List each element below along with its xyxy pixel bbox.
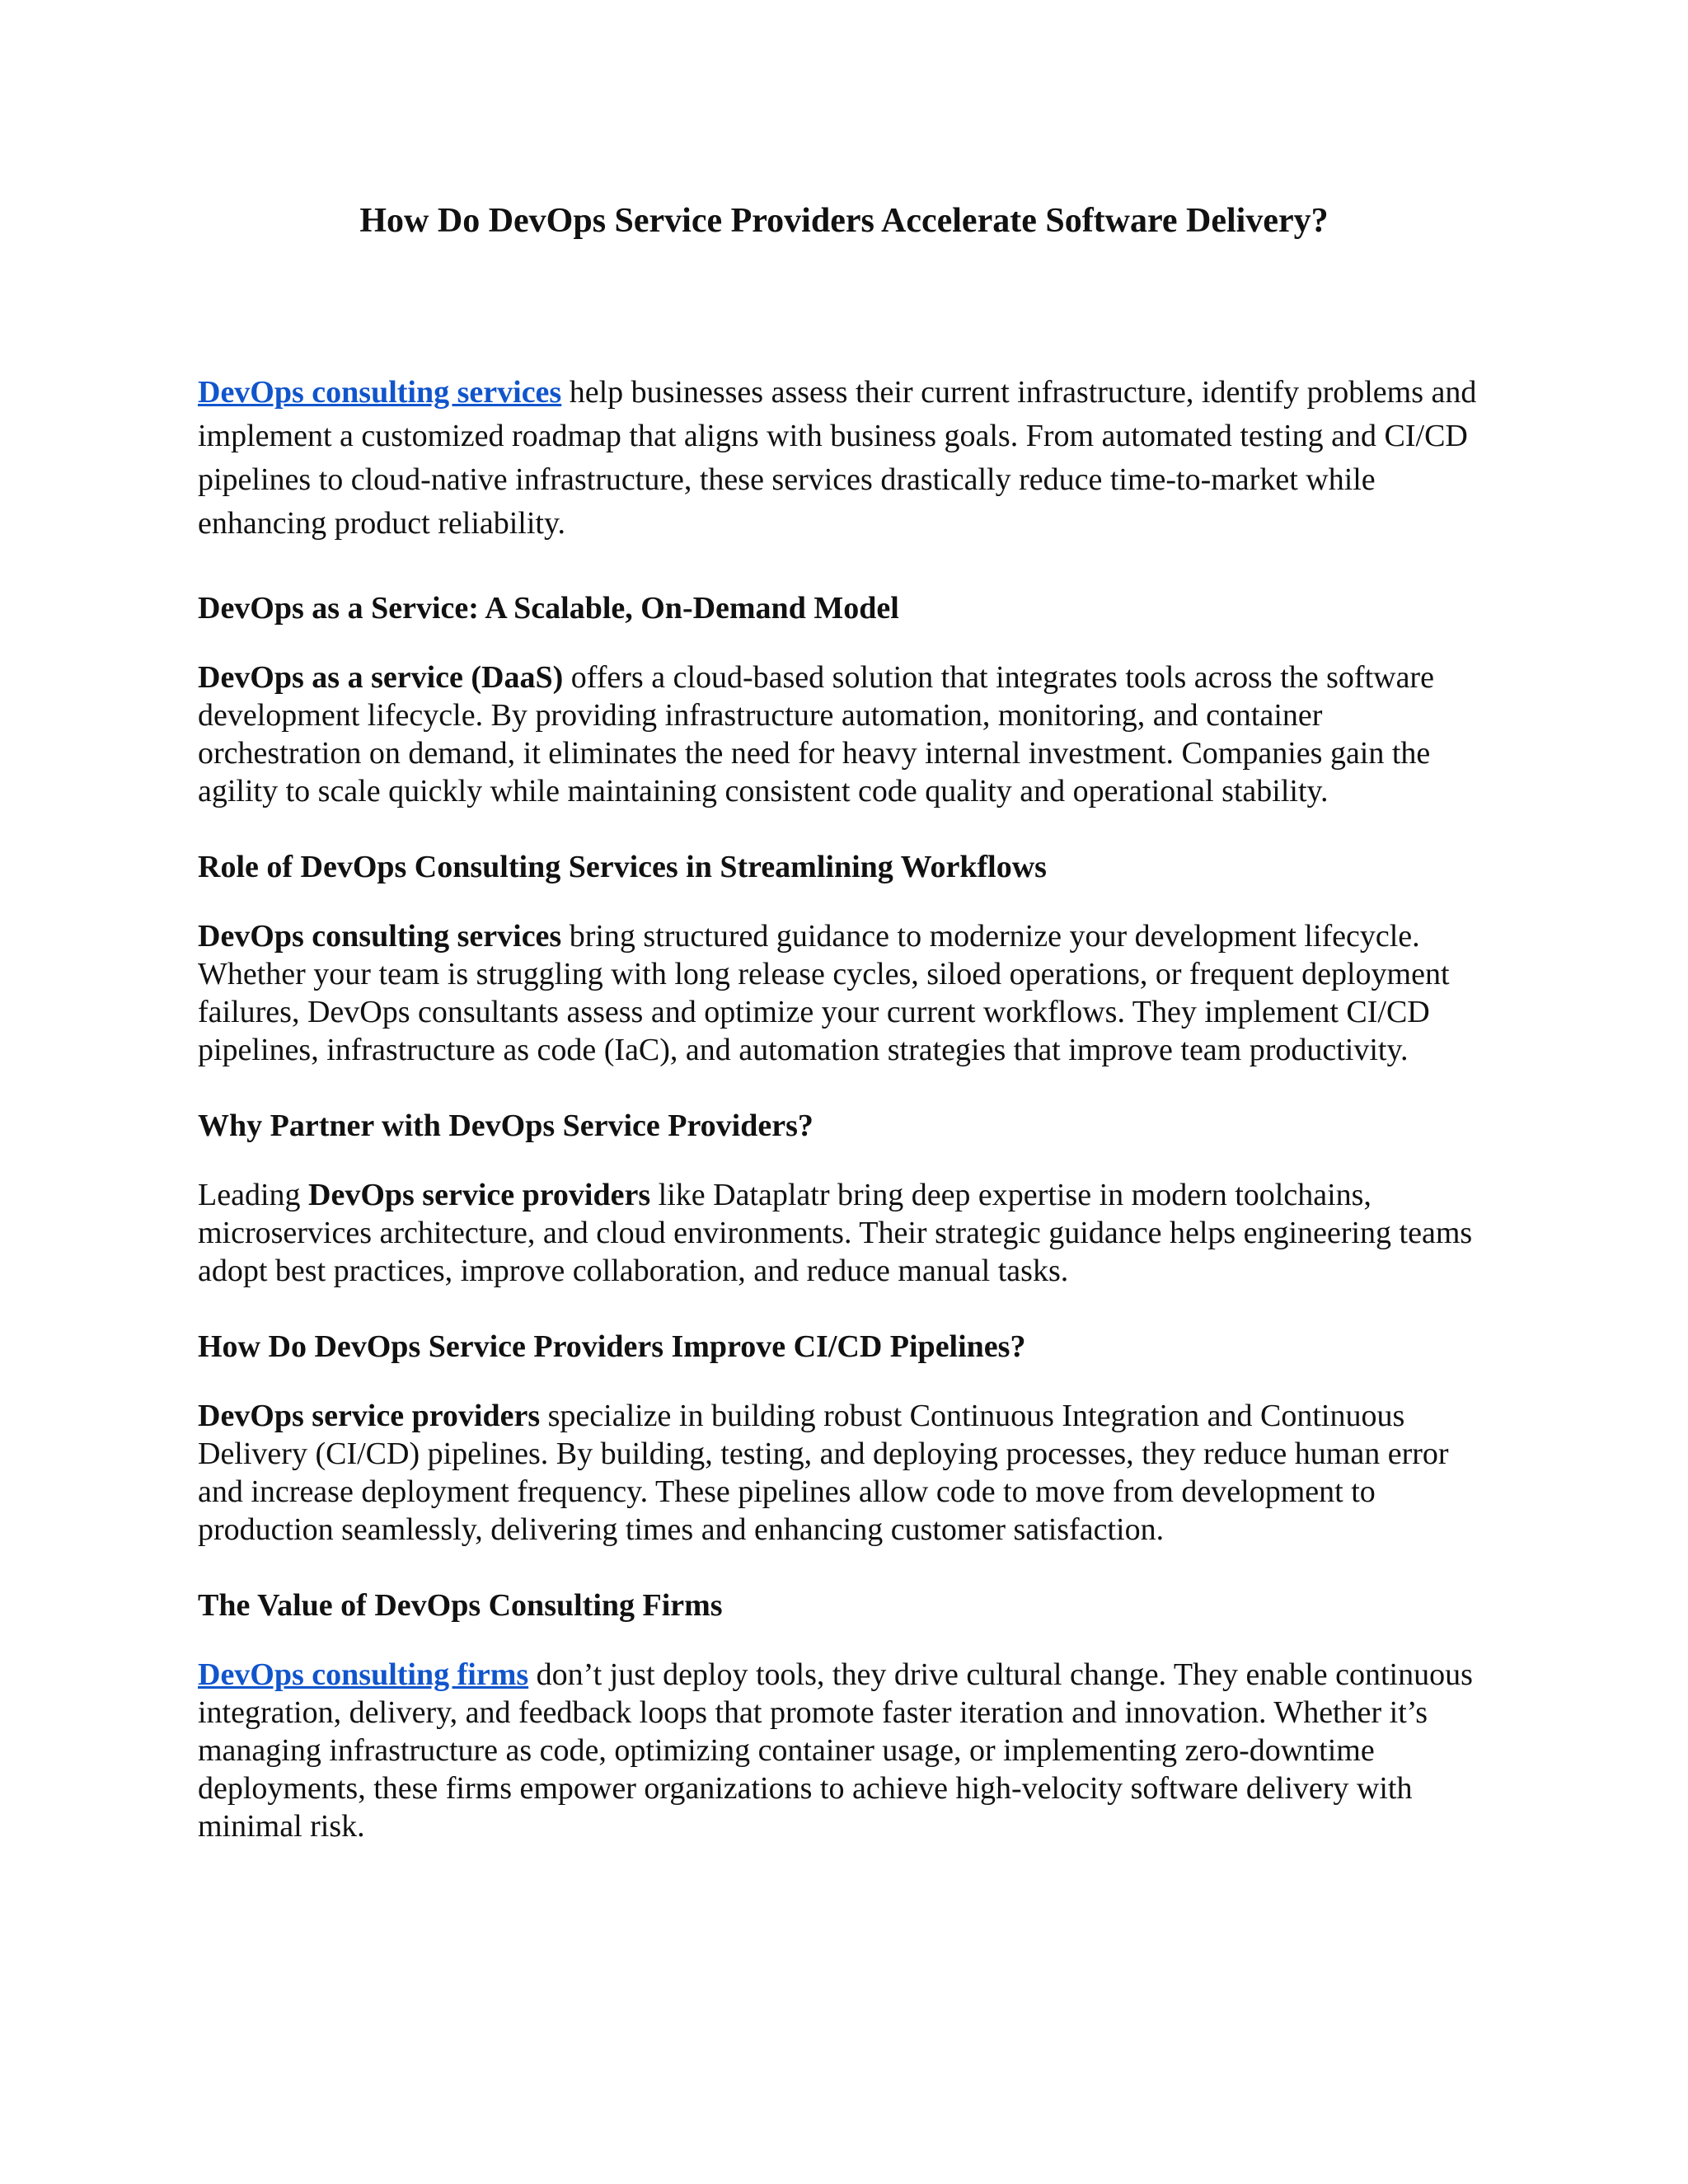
section-heading-daas: DevOps as a Service: A Scalable, On-Demand Model [198, 591, 899, 626]
bold-term: DevOps consulting services [198, 919, 562, 954]
section-paragraph-cicd [198, 1397, 1484, 1549]
section-body-text: don’t just deploy tools, they drive cultural change. They enable continuous integration, delivery, and feedback loops that promote faster iteration and innovation. Whether it’s managing infrastructure as code, optimizing container usage, or implementing zero-downtime deployments, these firms empower organizations to achieve high-velocity software delivery with minimal risk. [198, 1657, 1473, 1844]
section-body-text: bring structured guidance to modernize your development lifecycle. Whether your team is struggling with long release cycles, siloed operations, or frequent deployment failures, DevOps consultants assess and optimize your current workflows. They implement CI/CD pipelines, infrastructure as code (IaC), and automation strategies that improve team productivity. [198, 919, 1450, 1067]
devops-consulting-firms-link[interactable]: DevOps consulting firms [198, 1657, 529, 1692]
document-title: How Do DevOps Service Providers Accelerate Software Delivery? [359, 202, 1329, 240]
bold-term: DevOps service providers [198, 1399, 541, 1433]
bold-term: DevOps service providers [308, 1178, 651, 1212]
section-heading-consulting-firms: The Value of DevOps Consulting Firms [198, 1588, 723, 1623]
section-paragraph-consulting-role [198, 917, 1484, 1069]
bold-term: DevOps as a service (DaaS) [198, 660, 564, 695]
section-paragraph-daas [198, 658, 1484, 810]
section-body-text: like Dataplatr bring deep expertise in modern toolchains, microservices architecture, and cloud environments. Their strategic guidance helps engineering teams adopt best practices, improve collaboration, and reduce manual tasks. [198, 1178, 1473, 1288]
section-body-text: specialize in building robust Continuous Integration and Continuous Delivery (CI/CD) pipelines. By building, testing, and deploying processes, they reduce human error and increase deployment frequency. These pipelines allow code to move from development to production seamlessly, delivering times and enhancing customer satisfaction. [198, 1399, 1449, 1547]
section-paragraph-why-partner [198, 1176, 1484, 1290]
intro-paragraph [198, 371, 1484, 546]
document-body [198, 371, 1484, 1883]
section-heading-consulting-role: Role of DevOps Consulting Services in Streamlining Workflows [198, 850, 1047, 884]
intro-text: help businesses assess their current infrastructure, identify problems and implement a customized roadmap that aligns with business goals. From automated testing and CI/CD pipelines to cloud-native infrastructure, these services drastically reduce time-to-market while enhancing product reliability. [198, 375, 1477, 541]
section-lead-text: Leading [198, 1178, 309, 1212]
section-paragraph-consulting-firms [198, 1656, 1484, 1845]
section-heading-cicd: How Do DevOps Service Providers Improve CI/CD Pipelines? [198, 1329, 1026, 1364]
devops-consulting-services-link[interactable]: DevOps consulting services [198, 375, 562, 410]
section-heading-why-partner: Why Partner with DevOps Service Providers? [198, 1108, 814, 1143]
section-body-text: offers a cloud-based solution that integrates tools across the software development lifecycle. By providing infrastructure automation, monitoring, and container orchestration on demand, it eliminates the need for heavy internal investment. Companies gain the agility to scale quickly while maintaining consistent code quality and operational stability. [198, 660, 1434, 808]
